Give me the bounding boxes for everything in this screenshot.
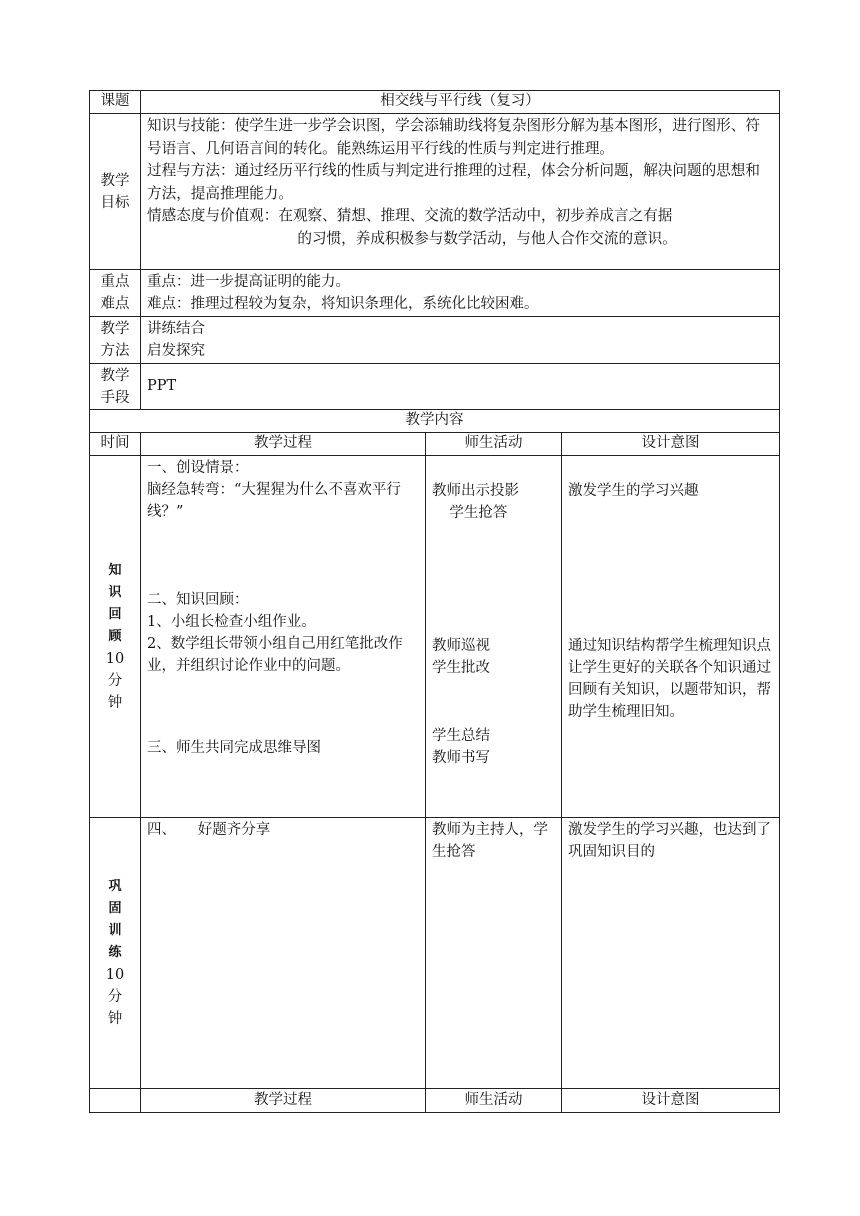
topic-label: 课题 <box>90 91 141 114</box>
section2-activity: 教师为主持人，学生抢答 <box>426 818 562 1089</box>
objective-process: 过程与方法：通过经历平行线的性质与判定进行推理的过程，体会分析问题，解决问题的思想和方法，提高推理能力。 <box>147 162 760 202</box>
section2-intent: 激发学生的学习兴趣，也达到了巩固知识目的 <box>562 818 780 1089</box>
topic-title: 相交线与平行线（复习） <box>141 91 780 114</box>
objectives-label: 教学 目标 <box>90 114 141 270</box>
s3-title: 三、师生共同完成思维导图 <box>147 740 321 756</box>
lesson-plan-document <box>89 90 780 1113</box>
s2-item1: 1、小组长检查小组作业。 <box>147 614 316 630</box>
s2-item2: 2、数学组长带领小组自己用红笔批改作业，并组织讨论作业中的问题。 <box>147 636 403 674</box>
objectives-content <box>141 114 780 270</box>
lesson-plan-table <box>89 90 780 1113</box>
difficulty-point: 难点：推理过程较为复杂，将知识条理化，系统化比较困难。 <box>147 296 539 312</box>
keypoints-content <box>141 270 780 317</box>
objective-emotion-cont: 的习惯，养成积极参与数学活动，与他人合作交流的意识。 <box>297 229 677 247</box>
method-label: 教学 方法 <box>90 317 141 364</box>
section2-time: 巩 固 训 练 10 分 钟 <box>90 818 141 1089</box>
method-item: 启发探究 <box>147 343 205 359</box>
objective-emotion: 情感态度与价值观：在观察、猜想、推理、交流的数学活动中，初步养成言之有据 <box>147 207 673 224</box>
footer-time-blank <box>90 1089 141 1113</box>
content-header: 教学内容 <box>90 410 780 433</box>
means-content: PPT <box>141 364 780 410</box>
s1-title: 一、创设情景： <box>147 460 249 476</box>
objective-knowledge: 知识与技能：使学生进一步学会识图，学会添辅助线将复杂图形分解为基本图形，进行图形、符号语言、几何语言间的转化。能熟练运用平行线的性质与判定进行推理。 <box>147 117 760 157</box>
section2-process: 四、 好题齐分享 <box>141 818 426 1089</box>
footer-col-intent: 设计意图 <box>562 1089 780 1113</box>
footer-col-activity: 师生活动 <box>426 1089 562 1113</box>
section1-process <box>141 456 426 818</box>
key-point: 重点：进一步提高证明的能力。 <box>147 274 350 290</box>
section1-intent: 激发学生的学习兴趣 通过知识结构帮学生梳理知识点让学生更好的关联各个知识通过回顾有关知识，以题带知识，帮助学生梳理旧知。 <box>562 456 780 818</box>
means-label: 教学 手段 <box>90 364 141 410</box>
col-time: 时间 <box>90 433 141 456</box>
section1-activity: 教师出示投影 学生抢答 教师巡视 学生批改 学生总结 教师书写 <box>426 456 562 818</box>
method-content <box>141 317 780 364</box>
s2-title: 二、知识回顾： <box>147 592 249 608</box>
method-item: 讲练结合 <box>147 321 205 337</box>
col-intent: 设计意图 <box>562 433 780 456</box>
col-process: 教学过程 <box>141 433 426 456</box>
keypoints-label: 重点 难点 <box>90 270 141 317</box>
section1-time: 知 识 回 顾 10 分 钟 <box>90 456 141 818</box>
footer-col-process: 教学过程 <box>141 1089 426 1113</box>
col-activity: 师生活动 <box>426 433 562 456</box>
s1-text: 脑经急转弯：“大猩猩为什么不喜欢平行线？” <box>147 482 401 520</box>
